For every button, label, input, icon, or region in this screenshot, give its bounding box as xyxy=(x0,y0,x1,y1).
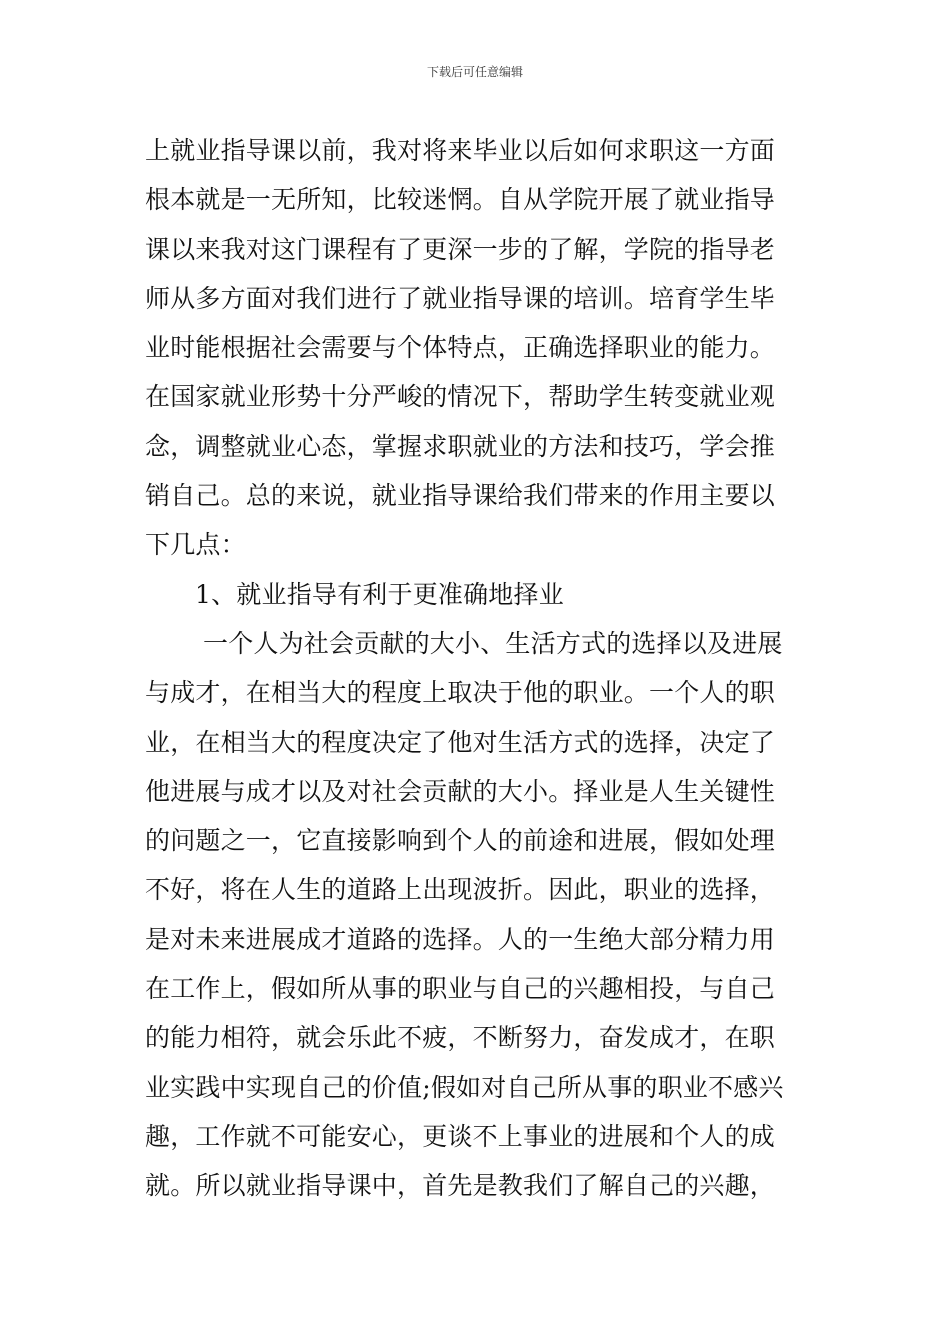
text-line: 一个人为社会贡献的大小、生活方式的选择以及进展 xyxy=(203,628,783,658)
text-line: 不好，将在人生的道路上出现波折。因此，职业的选择， xyxy=(145,875,776,905)
text-line: 他进展与成才以及对社会贡献的大小。择业是人生关键性 xyxy=(145,776,776,806)
text-line: 业时能根据社会需要与个体特点，正确选择职业的能力。 xyxy=(145,333,776,363)
text-line: 的问题之一，它直接影响到个人的前途和进展，假如处理 xyxy=(145,826,776,856)
page-header-note: 下载后可任意编辑 xyxy=(426,65,523,79)
text-line: 与成才，在相当大的程度上取决于他的职业。一个人的职 xyxy=(145,678,776,708)
text-line: 课以来我对这门课程有了更深一步的了解，学院的指导老 xyxy=(145,234,776,264)
text-line: 下几点： xyxy=(145,530,246,560)
text-line: 是对未来进展成才道路的选择。人的一生绝大部分精力用 xyxy=(145,924,776,954)
text-line: 在工作上，假如所从事的职业与自己的兴趣相投，与自己 xyxy=(145,974,776,1004)
text-line: 业实践中实现自己的价值;假如对自己所从事的职业不感兴 xyxy=(145,1072,784,1102)
text-line: 上就业指导课以前，我对将来毕业以后如何求职这一方面 xyxy=(145,136,776,165)
section-heading: 1、就业指导有利于更准确地择业 xyxy=(195,579,564,609)
text-line: 根本就是一无所知，比较迷惘。自从学院开展了就业指导 xyxy=(145,185,776,215)
text-line: 在国家就业形势十分严峻的情况下，帮助学生转变就业观 xyxy=(145,382,776,412)
text-line: 销自己。总的来说，就业指导课给我们带来的作用主要以 xyxy=(145,481,776,511)
text-line: 师从多方面对我们进行了就业指导课的培训。培育学生毕 xyxy=(145,283,776,313)
text-line: 趣，工作就不可能安心，更谈不上事业的进展和个人的成 xyxy=(145,1121,776,1151)
text-line: 的能力相符，就会乐此不疲，不断努力，奋发成才，在职 xyxy=(145,1023,776,1053)
text-line: 业，在相当大的程度决定了他对生活方式的选择，决定了 xyxy=(145,727,776,757)
body-text xyxy=(145,126,825,1211)
text-line: 念，调整就业心态，掌握求职就业的方法和技巧，学会推 xyxy=(145,431,776,461)
text-line: 就。所以就业指导课中，首先是教我们了解自己的兴趣， xyxy=(145,1171,776,1201)
